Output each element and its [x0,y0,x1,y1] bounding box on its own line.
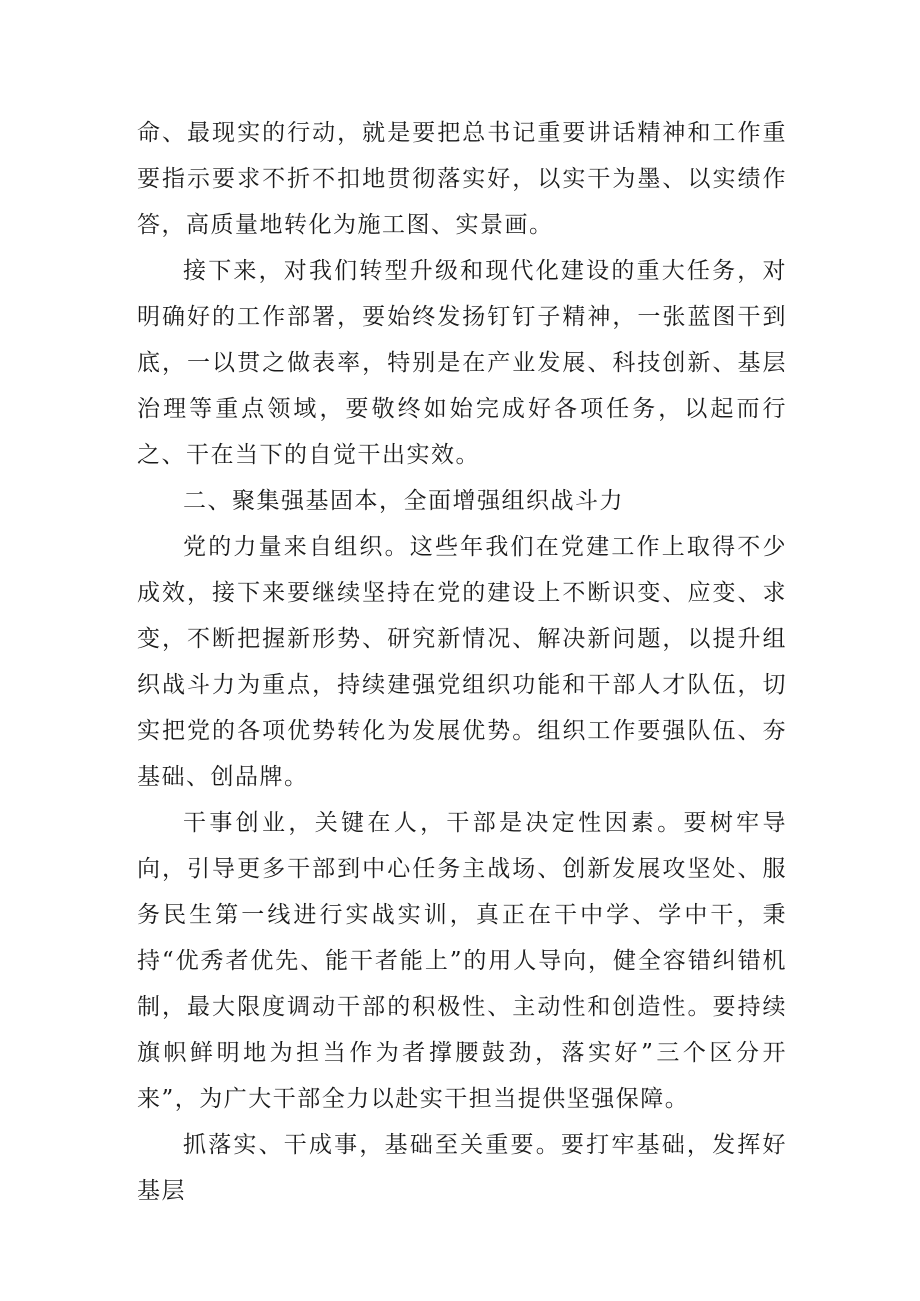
paragraph-foundation: 抓落实、干成事，基础至关重要。要打牢基础，发挥好基层 [137,1132,787,1204]
paragraph-continuation: 命、最现实的行动，就是要把总书记重要讲话精神和工作重要指示要求不折不扣地贯彻落实好，以实干为墨、以实绩作答，高质量地转化为施工图、实景画。 [137,120,787,238]
document-body [137,110,787,1214]
paragraph-organization: 党的力量来自组织。这些年我们在党建工作上取得不少成效，接下来要继续坚持在党的建设上不断识变、应变、求变，不断把握新形势、研究新情况、解决新问题，以提升组织战斗力为重点，持续建强党组织功能和干部人才队伍，切实把党的各项优势转化为发展优势。组织工作要强队伍、夯基础、创品牌。 [137,534,787,790]
paragraph-next-steps: 接下来，对我们转型升级和现代化建设的重大任务，对明确好的工作部署，要始终发扬钉钉子精神，一张蓝图干到底，一以贯之做表率，特别是在产业发展、科技创新、基层治理等重点领域，要敬终如始完成好各项任务，以起而行之、干在当下的自觉干出实效。 [137,258,787,468]
paragraph-cadres: 干事创业，关键在人，干部是决定性因素。要树牢导向，引导更多干部到中心任务主战场、创新发展攻坚处、服务民生第一线进行实战实训，真正在干中学、学中干，秉持“优秀者优先、能干者能上”的用人导向，健全容错纠错机制，最大限度调动干部的积极性、主动性和创造性。要持续旗帜鲜明地为担当作为者撑腰鼓劲，落实好”三个区分开来”，为广大干部全力以赴实干担当提供坚强保障。 [137,810,787,1112]
section-heading: 二、聚集强基固本，全面增强组织战斗力 [183,488,624,514]
